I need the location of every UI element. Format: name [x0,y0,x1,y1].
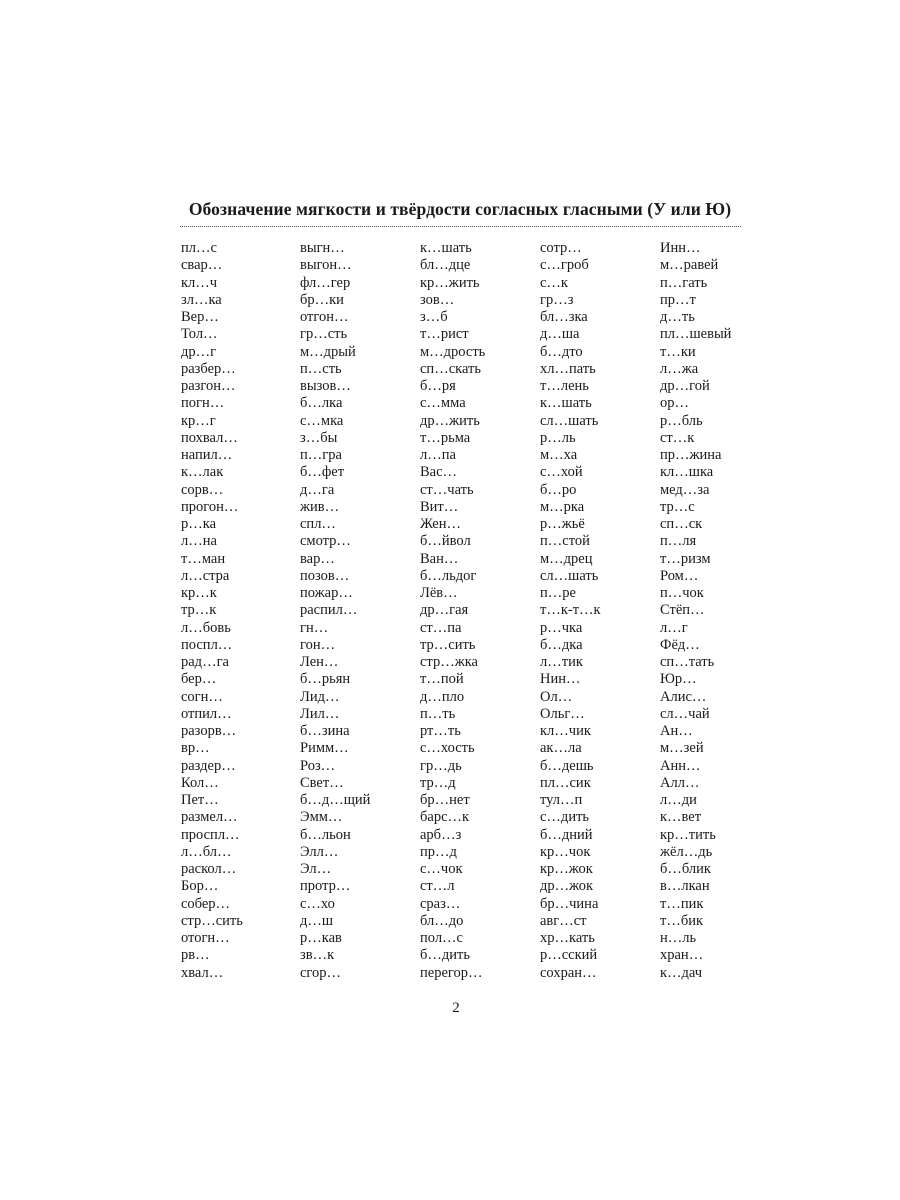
word-item: б…дешь [540,757,594,774]
word-column-3 [420,240,485,982]
word-item: с…гроб [540,257,589,274]
word-item: кл…шка [660,464,714,481]
word-item: м…рка [540,498,585,515]
word-item: фл…гер [300,274,351,291]
word-item: Алл… [660,774,700,791]
word-item: прогон… [181,498,239,515]
word-item: Пет… [181,792,219,808]
word-item: т…бик [660,912,704,929]
word-item: сл…чай [660,705,710,722]
word-item: бер… [181,671,217,688]
word-item: к…шать [540,395,592,412]
word-item: д…пло [420,688,465,705]
word-item: пл…с [181,240,217,256]
word-item: п…ля [660,533,697,550]
word-item: Эмм… [300,809,343,826]
word-item: м…зей [660,740,704,757]
word-item: Анн… [660,757,701,774]
word-item: др…жок [540,878,594,895]
word-item: б…дка [540,636,583,653]
word-item: выгн… [300,240,345,256]
word-item: Алис… [660,688,707,705]
word-item: т…лень [540,378,589,394]
word-item: хл…пать [540,360,596,377]
word-item: бр…ки [300,291,344,308]
word-item: кр…жок [540,861,593,877]
word-item: б…льдог [420,567,477,584]
word-item: к…шать [420,240,472,256]
word-item: б…зина [300,723,350,739]
word-item: м…дрый [300,343,356,360]
word-item: б…д…щий [300,792,371,808]
word-column-4 [540,240,601,982]
word-item: сп…скать [420,360,481,377]
word-item: гр…сть [300,326,348,343]
word-item: с…чок [420,861,463,877]
word-item: тр…к [181,602,217,619]
word-item: свар… [181,257,223,274]
word-item: тр…сить [420,636,476,653]
word-item: разорв… [181,723,237,739]
word-item: м…равей [660,257,719,274]
word-item: согн… [181,688,223,705]
word-item: с…хость [420,740,475,757]
word-column-5 [660,240,731,982]
word-item: Вас… [420,464,458,481]
word-item: проспл… [181,826,240,843]
word-item: б…ря [420,378,456,394]
word-item: п…сть [300,360,342,377]
word-item: сраз… [420,895,461,912]
word-item: разгон… [181,378,236,394]
word-item: стр…жка [420,654,478,670]
word-item: б…йвол [420,533,471,550]
word-item: б…дний [540,826,593,843]
word-item: мед…за [660,481,710,498]
word-item: Вер… [181,309,219,325]
word-item: бр…чина [540,895,599,912]
word-item: кл…ч [181,274,218,291]
word-item: к…вет [660,809,702,826]
word-item: с…хо [300,895,335,912]
word-item: л…тик [540,654,583,670]
word-item: с…мма [420,395,466,412]
word-item: з…б [420,309,448,325]
word-item: др…г [181,343,217,360]
word-item: р…кав [300,930,342,946]
word-item: рв… [181,947,210,964]
word-item: р…ка [181,516,217,532]
word-item: сорв… [181,481,224,498]
word-item: б…блик [660,861,711,877]
word-item: т…рист [420,326,469,343]
word-item: погн… [181,395,225,412]
word-item: л…г [660,619,688,636]
word-item: Юр… [660,671,697,688]
word-item: бл…дце [420,257,471,274]
word-item: Свет… [300,774,344,791]
word-item: п…гра [300,447,342,463]
word-item: м…ха [540,447,578,463]
word-item: тул…п [540,792,583,808]
word-item: хр…кать [540,930,595,946]
word-item: зл…ка [181,291,222,308]
word-item: Лен… [300,654,339,670]
word-item: Фёд… [660,636,700,653]
word-item: Роз… [300,757,336,774]
word-item: п…ть [420,705,456,722]
word-item: Эл… [300,861,332,877]
word-item: пл…шевый [660,326,732,343]
word-item: бл…до [420,912,464,929]
word-item: пожар… [300,585,353,601]
word-item: поспл… [181,636,233,653]
word-item: Ван… [420,550,459,567]
word-item: с…дить [540,809,590,826]
word-item: перегор… [420,964,483,981]
word-item: н…ль [660,930,697,946]
word-item: м…дрость [420,343,486,360]
word-item: л…на [181,533,217,550]
word-item: Ром… [660,567,699,584]
word-item: хран… [660,947,704,964]
word-item: с…к [540,274,568,291]
word-item: л…бл… [181,843,232,860]
word-item: т…ризм [660,550,711,567]
word-item: вызов… [300,378,351,394]
word-item: выгон… [300,257,352,274]
word-column-1 [181,240,243,982]
word-item: к…дач [660,964,703,981]
word-item: раздер… [181,757,236,774]
word-item: жив… [300,498,340,515]
word-item: д…ш [300,912,334,929]
word-item: авг…ст [540,912,587,929]
word-item: бл…зка [540,309,588,325]
word-item: Нин… [540,671,581,688]
word-item: Ан… [660,723,693,739]
word-item: ст…чать [420,481,474,498]
word-item: т…ки [660,343,696,360]
word-item: кр…к [181,585,217,601]
word-item: ак…ла [540,740,582,757]
word-item: л…бовь [181,619,231,636]
word-item: с…хой [540,464,583,481]
word-item: п…ре [540,585,576,601]
word-item: сл…шать [540,412,599,429]
dotted-divider [180,226,741,227]
word-item: пр…д [420,843,457,860]
word-item: Ольг… [540,705,585,722]
word-item: р…бль [660,412,703,429]
word-item: б…льон [300,826,351,843]
word-item: т…рьма [420,429,471,446]
word-item: л…ди [660,792,697,808]
word-item: стр…сить [181,912,243,929]
word-item: ор… [660,395,689,412]
word-item: кр…тить [660,826,716,843]
word-item: ст…л [420,878,455,895]
word-item: т…ман [181,550,226,567]
word-item: зв…к [300,947,335,964]
word-item: б…ро [540,481,577,498]
word-item: кр…жить [420,274,480,291]
word-item: др…гая [420,602,469,619]
word-item: рад…га [181,654,229,670]
word-item: др…жить [420,412,480,429]
word-item: м…дрец [540,550,593,567]
word-item: гн… [300,619,329,636]
word-item: п…стой [540,533,590,550]
word-item: Инн… [660,240,701,256]
word-item: позов… [300,567,350,584]
word-item: барс…к [420,809,470,826]
word-item: хвал… [181,964,224,981]
word-item: арб…з [420,826,462,843]
word-item: д…ть [660,309,695,325]
word-item: рт…ть [420,723,461,739]
word-item: т…к-т…к [540,602,601,619]
word-item: сгор… [300,964,342,981]
word-item: похвал… [181,429,238,446]
word-item: б…рьян [300,671,351,688]
word-item: др…гой [660,378,710,394]
word-item: Лил… [300,705,340,722]
word-item: б…дить [420,947,470,964]
word-item: т…пик [660,895,704,912]
word-item: ст…па [420,619,462,636]
word-item: отогн… [181,930,230,946]
word-item: Бор… [181,878,219,895]
word-item: тр…с [660,498,695,515]
word-item: пр…т [660,291,696,308]
word-column-2 [300,240,370,982]
word-item: с…мка [300,412,344,429]
word-item: л…жа [660,360,699,377]
word-item: б…дто [540,343,583,360]
word-item: д…га [300,481,335,498]
word-item: б…фет [300,464,345,481]
word-item: л…стра [181,567,230,584]
word-item: раскол… [181,861,237,877]
page-number: 2 [452,1000,460,1016]
word-item: Стёп… [660,602,705,619]
word-item: п…чок [660,585,704,601]
word-item: сп…тать [660,654,715,670]
word-item: протр… [300,878,351,895]
word-item: гр…з [540,291,574,308]
word-item: кл…чик [540,723,591,739]
word-item: д…ша [540,326,580,343]
word-item: р…жьё [540,516,585,532]
word-item: р…чка [540,619,583,636]
word-item: смотр… [300,533,351,550]
word-item: п…гать [660,274,708,291]
word-item: вр… [181,740,210,757]
word-item: сл…шать [540,567,599,584]
word-item: Элл… [300,843,339,860]
word-item: к…лак [181,464,224,481]
word-item: зов… [420,291,455,308]
word-item: тр…д [420,774,456,791]
word-item: сохран… [540,964,597,981]
word-item: кр…чок [540,843,591,860]
word-item: в…лкан [660,878,710,895]
word-item: пол…с [420,930,463,946]
word-item: кр…г [181,412,216,429]
word-item: отгон… [300,309,349,325]
word-item: Ол… [540,688,573,705]
word-item: пр…жина [660,447,722,463]
word-item: пл…сик [540,774,591,791]
word-item: б…лка [300,395,343,412]
word-item: отпил… [181,705,232,722]
word-item: з…бы [300,429,338,446]
word-item: разбер… [181,360,236,377]
word-item: спл… [300,516,336,532]
word-item: Тол… [181,326,218,343]
word-item: Жен… [420,516,461,532]
word-item: ст…к [660,429,695,446]
word-item: р…ль [540,429,576,446]
word-item: сотр… [540,240,582,256]
page-title: Обозначение мягкости и твёрдости согласных гласными (У или Ю) [188,199,732,219]
word-item: Вит… [420,498,459,515]
word-item: гр…дь [420,757,462,774]
word-item: гон… [300,636,336,653]
word-item: жёл…дь [660,843,713,860]
word-item: Лёв… [420,585,458,601]
word-item: распил… [300,602,358,619]
word-item: л…па [420,447,456,463]
word-item: Лид… [300,688,340,705]
word-item: Кол… [181,774,219,791]
word-item: бр…нет [420,792,470,808]
word-item: Римм… [300,740,349,757]
word-item: вар… [300,550,335,567]
word-item: собер… [181,895,231,912]
word-item: сп…ск [660,516,703,532]
word-item: р…сский [540,947,598,964]
word-item: т…пой [420,671,464,688]
word-item: напил… [181,447,233,463]
word-item: размел… [181,809,238,826]
